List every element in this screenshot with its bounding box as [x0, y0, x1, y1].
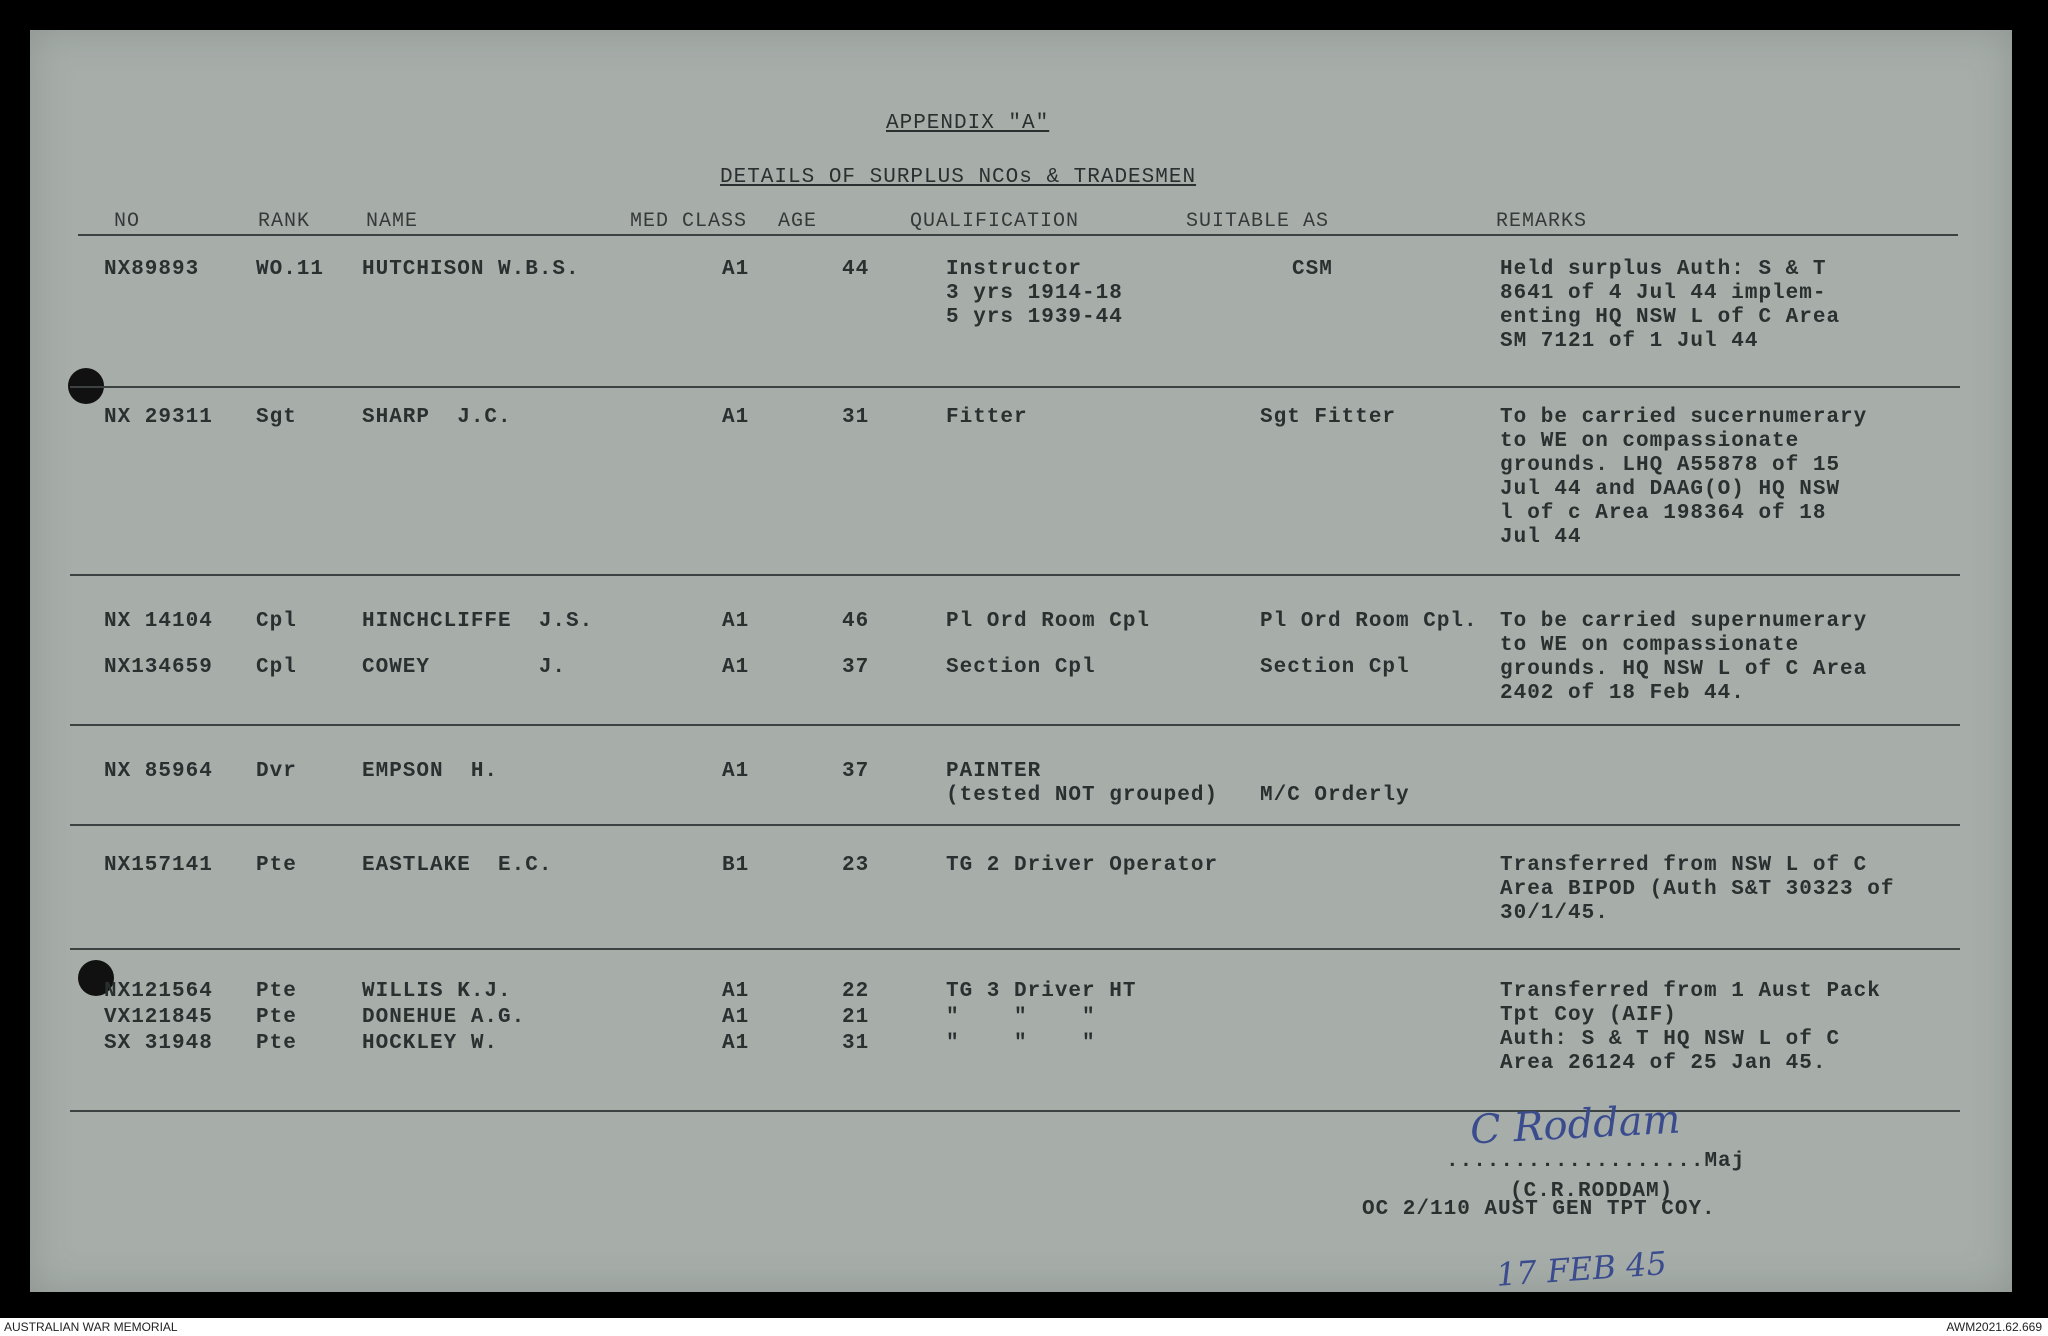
document-title: APPENDIX "A"	[886, 112, 1050, 135]
signature-handwritten: C Roddam	[1468, 1096, 1682, 1154]
cell-age: 37	[842, 760, 870, 783]
footer-accession: AWM2021.62.669	[1946, 1320, 2042, 1334]
cell-no: NX 29311	[104, 406, 213, 429]
cell-name: DONEHUE A.G.	[362, 1006, 526, 1029]
cell-remarks-line: enting HQ NSW L of C Area	[1500, 306, 1841, 329]
header-col-name: NAME	[366, 210, 419, 233]
row-separator-rule	[70, 824, 1960, 826]
cell-qualification: Fitter	[946, 406, 1028, 429]
cell-suitable-as: Sgt Fitter	[1260, 406, 1397, 429]
row-separator-rule	[70, 948, 1960, 950]
cell-name: HINCHCLIFFE J.S.	[362, 610, 594, 633]
signature-line: ...................Maj	[1446, 1150, 1746, 1173]
header-col-no: NO	[114, 210, 141, 233]
cell-suitable-as: Section Cpl	[1260, 656, 1410, 679]
header-col-med-class: MED CLASS	[630, 210, 748, 233]
cell-med: A1	[722, 656, 750, 679]
cell-age: 22	[842, 980, 870, 1003]
document-sheet	[30, 30, 2012, 1292]
cell-remarks-line: Area 26124 of 25 Jan 45.	[1500, 1052, 1827, 1075]
cell-rank: Pte	[256, 1032, 297, 1055]
cell-remarks-line: grounds. HQ NSW L of C Area	[1500, 658, 1868, 681]
cell-remarks-line: Auth: S & T HQ NSW L of C	[1500, 1028, 1841, 1051]
header-rule	[78, 234, 1958, 236]
cell-med: A1	[722, 1032, 750, 1055]
cell-remarks-line: to WE on compassionate	[1500, 634, 1800, 657]
cell-remarks-line: Jul 44	[1500, 526, 1582, 549]
cell-med: B1	[722, 854, 750, 877]
cell-rank: Cpl	[256, 656, 297, 679]
cell-age: 23	[842, 854, 870, 877]
archive-footer	[0, 1318, 2048, 1336]
cell-remarks-line: To be carried supernumerary	[1500, 610, 1868, 633]
cell-med: A1	[722, 760, 750, 783]
header-col-suitable-as: SUITABLE AS	[1186, 210, 1330, 233]
cell-qualification: 5 yrs 1939-44	[946, 306, 1123, 329]
cell-rank: Cpl	[256, 610, 297, 633]
cell-qualification: Section Cpl	[946, 656, 1096, 679]
cell-name: SHARP J.C.	[362, 406, 512, 429]
header-col-qualification: QUALIFICATION	[910, 210, 1080, 233]
cell-remarks-line: grounds. LHQ A55878 of 15	[1500, 454, 1841, 477]
cell-no: VX121845	[104, 1006, 213, 1029]
cell-med: A1	[722, 258, 750, 281]
cell-age: 37	[842, 656, 870, 679]
cell-remarks-line: Area BIPOD (Auth S&T 30323 of	[1500, 878, 1895, 901]
row-separator-rule	[70, 574, 1960, 576]
cell-qualification: Instructor	[946, 258, 1083, 281]
cell-no: SX 31948	[104, 1032, 213, 1055]
cell-remarks-line: 8641 of 4 Jul 44 implem-	[1500, 282, 1827, 305]
cell-rank: Pte	[256, 1006, 297, 1029]
cell-suitable-as: Pl Ord Room Cpl.	[1260, 610, 1478, 633]
cell-no: NX 85964	[104, 760, 213, 783]
row-separator-rule	[70, 386, 1960, 388]
footer-institution: AUSTRALIAN WAR MEMORIAL	[4, 1320, 178, 1334]
cell-no: NX 14104	[104, 610, 213, 633]
cell-rank: Sgt	[256, 406, 297, 429]
cell-age: 21	[842, 1006, 870, 1029]
cell-name: WILLIS K.J.	[362, 980, 512, 1003]
cell-remarks-line: To be carried sucernumerary	[1500, 406, 1868, 429]
cell-qualification: TG 2 Driver Operator	[946, 854, 1219, 877]
cell-remarks-line: Jul 44 and DAAG(O) HQ NSW	[1500, 478, 1841, 501]
cell-qualification: (tested NOT grouped)	[946, 784, 1219, 807]
document-subtitle: DETAILS OF SURPLUS NCOs & TRADESMEN	[720, 166, 1197, 189]
cell-remarks-line: 2402 of 18 Feb 44.	[1500, 682, 1745, 705]
cell-name: EASTLAKE E.C.	[362, 854, 553, 877]
cell-rank: Pte	[256, 980, 297, 1003]
cell-rank: WO.11	[256, 258, 325, 281]
cell-remarks-line: Tpt Coy (AIF)	[1500, 1004, 1677, 1027]
cell-qualification: Pl Ord Room Cpl	[946, 610, 1151, 633]
cell-suitable-as: CSM	[1292, 258, 1333, 281]
cell-med: A1	[722, 1006, 750, 1029]
cell-age: 44	[842, 258, 870, 281]
cell-qualification: " " "	[946, 1032, 1096, 1055]
cell-qualification: " " "	[946, 1006, 1096, 1029]
cell-rank: Pte	[256, 854, 297, 877]
cell-remarks-line: Held surplus Auth: S & T	[1500, 258, 1827, 281]
signatory-unit: OC 2/110 AUST GEN TPT COY.	[1362, 1198, 1716, 1221]
cell-no: NX134659	[104, 656, 213, 679]
cell-no: NX89893	[104, 258, 200, 281]
cell-qualification: PAINTER	[946, 760, 1042, 783]
cell-name: EMPSON H.	[362, 760, 499, 783]
cell-name: HOCKLEY W.	[362, 1032, 499, 1055]
cell-name: HUTCHISON W.B.S.	[362, 258, 580, 281]
cell-qualification: TG 3 Driver HT	[946, 980, 1137, 1003]
cell-rank: Dvr	[256, 760, 297, 783]
cell-suitable-as: M/C Orderly	[1260, 784, 1410, 807]
handwritten-date: 17 FEB 45	[1494, 1244, 1668, 1294]
cell-remarks-line: SM 7121 of 1 Jul 44	[1500, 330, 1759, 353]
header-col-remarks: REMARKS	[1496, 210, 1588, 233]
cell-med: A1	[722, 980, 750, 1003]
row-separator-rule	[70, 724, 1960, 726]
cell-remarks-line: Transferred from 1 Aust Pack	[1500, 980, 1881, 1003]
cell-remarks-line: l of c Area 198364 of 18	[1500, 502, 1827, 525]
cell-qualification: 3 yrs 1914-18	[946, 282, 1123, 305]
cell-name: COWEY J.	[362, 656, 567, 679]
cell-no: NX121564	[104, 980, 213, 1003]
cell-age: 31	[842, 406, 870, 429]
cell-age: 46	[842, 610, 870, 633]
header-col-age: AGE	[778, 210, 818, 233]
cell-age: 31	[842, 1032, 870, 1055]
header-col-rank: RANK	[258, 210, 311, 233]
cell-med: A1	[722, 610, 750, 633]
cell-no: NX157141	[104, 854, 213, 877]
cell-remarks-line: 30/1/45.	[1500, 902, 1609, 925]
cell-remarks-line: to WE on compassionate	[1500, 430, 1800, 453]
cell-remarks-line: Transferred from NSW L of C	[1500, 854, 1868, 877]
cell-med: A1	[722, 406, 750, 429]
signatory-name: (C.R.RODDAM)	[1510, 1180, 1674, 1203]
